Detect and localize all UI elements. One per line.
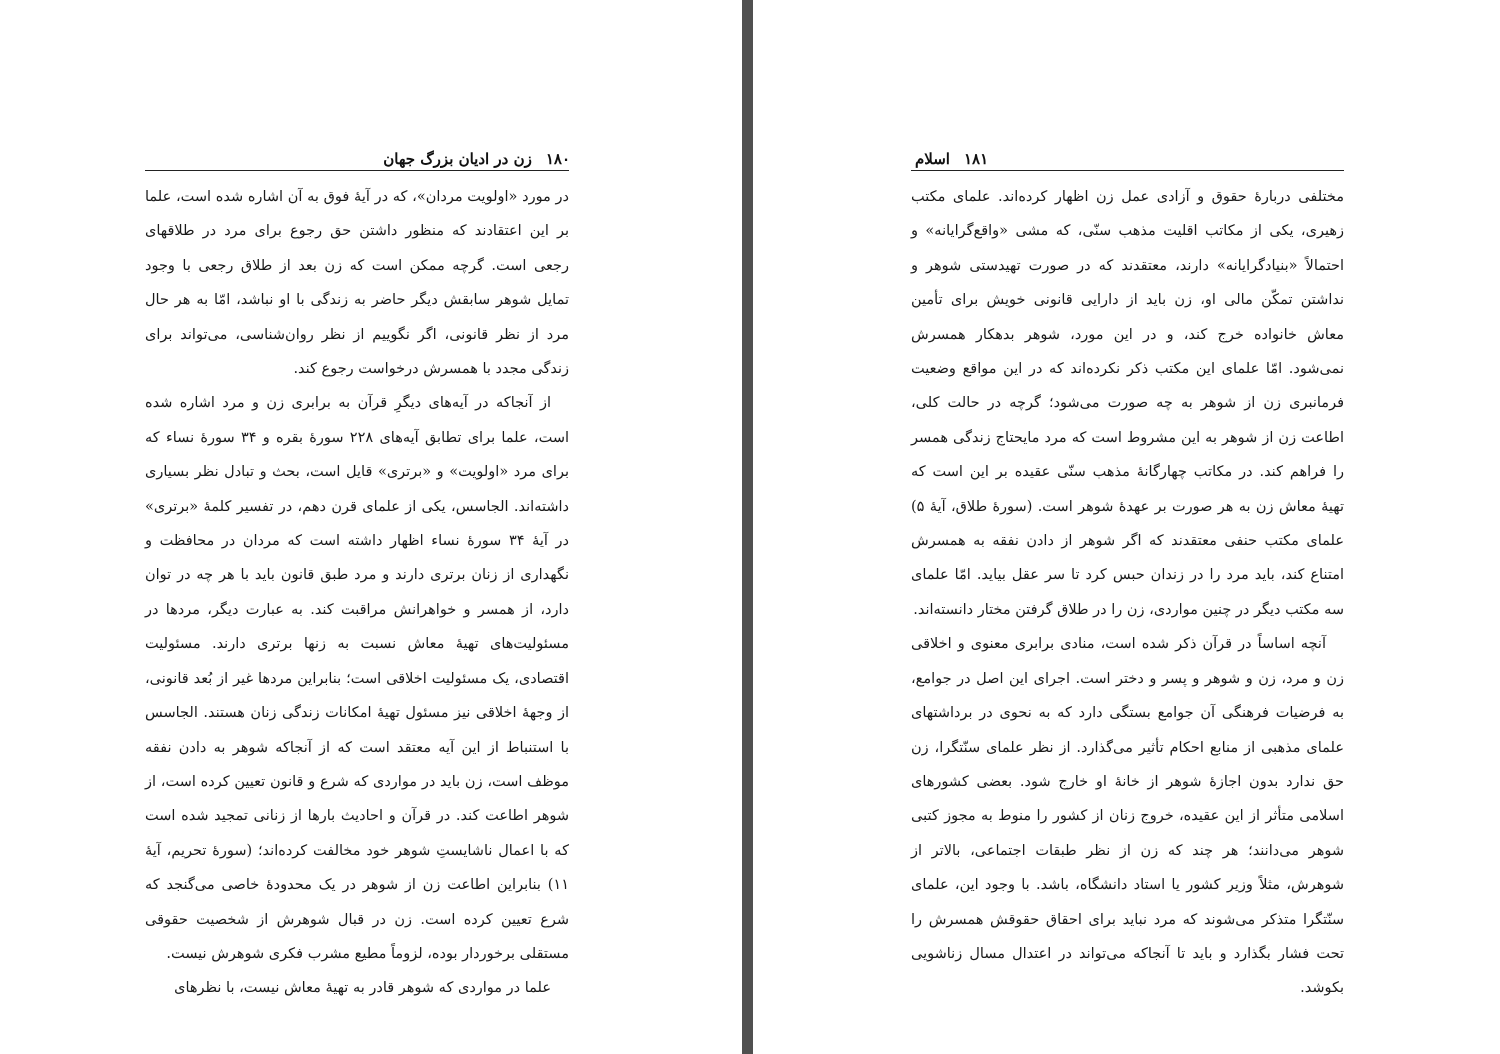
left-page: [0, 0, 742, 1054]
paragraph: از آنجاکه در آیه‌های دیگرِ قرآن به برابری زن و مرد اشاره شده است، علما برای تطابق آیه‌های ۲۲۸ سورهٔ بقره و ۳۴ سورهٔ نساء که برای مرد «اولویت» و «برتری» قایل است، بحث و تبادل نظر بسیاری داشته‌اند. الجاسس، یکی از علمای قرن دهم، در تفسیر کلمهٔ «برتری» در آیهٔ ۳۴ سورهٔ نساء اظهار داشته است که مردان در محافظت و نگهداری از زنان برتری دارند و مرد طبق قانون باید با هر چه در توان دارد، از همسر و خواهرانش مراقبت کند. به عبارت دیگر، مردها در مسئولیت‌های تهیهٔ معاش نسبت به زنها برتری دارند. مسئولیت اقتصادی، یک مسئولیت اخلاقی است؛ بنابراین مردها غیر از بُعد قانونی، از وجههٔ اخلاقی نیز مسئول تهیهٔ امکانات زندگی زنان هستند. الجاسس با استنباط از این آیه معتقد است که از آنجاکه شوهر به دادن نفقه موظف است، زن باید در مواردی که شرع و قانون تعیین کرده است، از شوهر اطاعت کند. در قرآن و احادیث بارها از زنانی تمجید شده است که با اعمال ناشایستِ شوهر خود مخالفت کرده‌اند؛ (سورهٔ تحریم، آیهٔ ۱۱) بنابراین اطاعت زن از شوهر در یک محدودهٔ خاصی می‌گنجد که شرع تعیین کرده است. زن در قبال شوهرش از شخصیت حقوقی مستقلی برخوردار بوده، لزوماً مطیع مشرب فکری شوهرش نیست.: [145, 395, 570, 962]
page-header: [915, 146, 988, 172]
header-rule: [911, 170, 1344, 171]
page-number: ۱۸۰: [545, 150, 570, 168]
page-body: [911, 180, 1344, 1006]
header-rule: [145, 170, 569, 171]
page-body: [145, 180, 569, 1006]
paragraph: در مورد «اولویت مردان»، که در آیهٔ فوق به آن اشاره شده است، علما بر این اعتقادند که منظور داشتن حق رجوع برای مرد در طلاقهای رجعی است. گرچه ممکن است که زن بعد از طلاق رجعی با وجود تمایل شوهر سابقش دیگر حاضر به زندگی با او نباشد، امّا به هر حال مرد از نظر قانونی، اگر نگوییم از نظر روان‌شناسی، می‌تواند برای زندگی مجدد با همسرش درخواست رجوع کند.: [145, 189, 569, 378]
page-gutter: [742, 0, 753, 1054]
paragraph: آنچه اساساً در قرآن ذکر شده است، منادی برابری معنوی و اخلاقی زن و مرد، زن و شوهر و پسر و دختر است. اجرای این اصل در جوامع، به فرضیات فرهنگی آن جوامع بستگی دارد که به نحوی در برداشتهای علمای مذهبی از منابع احکام تأثیر می‌گذارد. از نظر علمای سنّتگرا، زن حق ندارد بدون اجازهٔ شوهر از خانهٔ او خارج شود. بعضی کشورهای اسلامی متأثر از این عقیده، خروج زنان از کشور را منوط به مجوز کتبی شوهر می‌دانند؛ هر چند که زن از نظر طبقات اجتماعی، بالاتر از شوهرش، مثلاً وزیر کشور یا استاد دانشگاه، باشد. با وجود این، علمای سنّتگرا متذکر می‌شوند که مرد نباید برای احقاق حقوقش همسرش را تحت فشار بگذارد و باید تا آنجاکه می‌تواند در اعتدال مسال زناشویی بکوشد.: [911, 636, 1345, 997]
running-title: زن در ادیان بزرگ جهان: [383, 150, 532, 168]
page-header: [383, 146, 570, 172]
paragraph: مختلفی دربارهٔ حقوق و آزادی عمل زن اظهار کرده‌اند. علمای مکتب زهیری، یکی از مکاتب اقلیت مذهب سنّی، که مشی «واقع‌گرایانه» و احتمالاً «بنیادگرایانه» دارند، معتقدند که در صورت تهیدستی شوهر و نداشتن تمکّن مالی او، زن باید از دارایی قانونی خویش برای تأمین معاش خانواده خرج کند، و در این مورد، شوهر بدهکار همسرش نمی‌شود. امّا علمای این مکتب ذکر نکرده‌اند که در این مواقع وضعیت فرمانبری زن از شوهر به چه صورت می‌شود؛ گرچه در حالت کلی، اطاعت زن از شوهر به این مشروط است که مرد مایحتاج زندگی همسر را فراهم کند. در مکاتب چهارگانهٔ مذهب سنّی عقیده بر این است که تهیهٔ معاش زن به هر صورت بر عهدهٔ شوهر است. (سورهٔ طلاق، آیهٔ ۵) علمای مکتب حنفی معتقدند که اگر شوهر از دادن نفقه به همسرش امتناع کند، باید مرد را در زندان حبس کرد تا سر عقل بیاید. امّا علمای سه مکتب دیگر در چنین مواردی، زن را در طلاق گرفتن مختار دانسته‌اند.: [911, 189, 1344, 618]
right-page: [753, 0, 1500, 1054]
running-title: اسلام: [915, 150, 950, 168]
page-number: ۱۸۱: [963, 150, 989, 168]
paragraph: علما در مواردی که شوهر قادر به تهیهٔ معاش نیست، با نظرهای: [174, 980, 551, 997]
